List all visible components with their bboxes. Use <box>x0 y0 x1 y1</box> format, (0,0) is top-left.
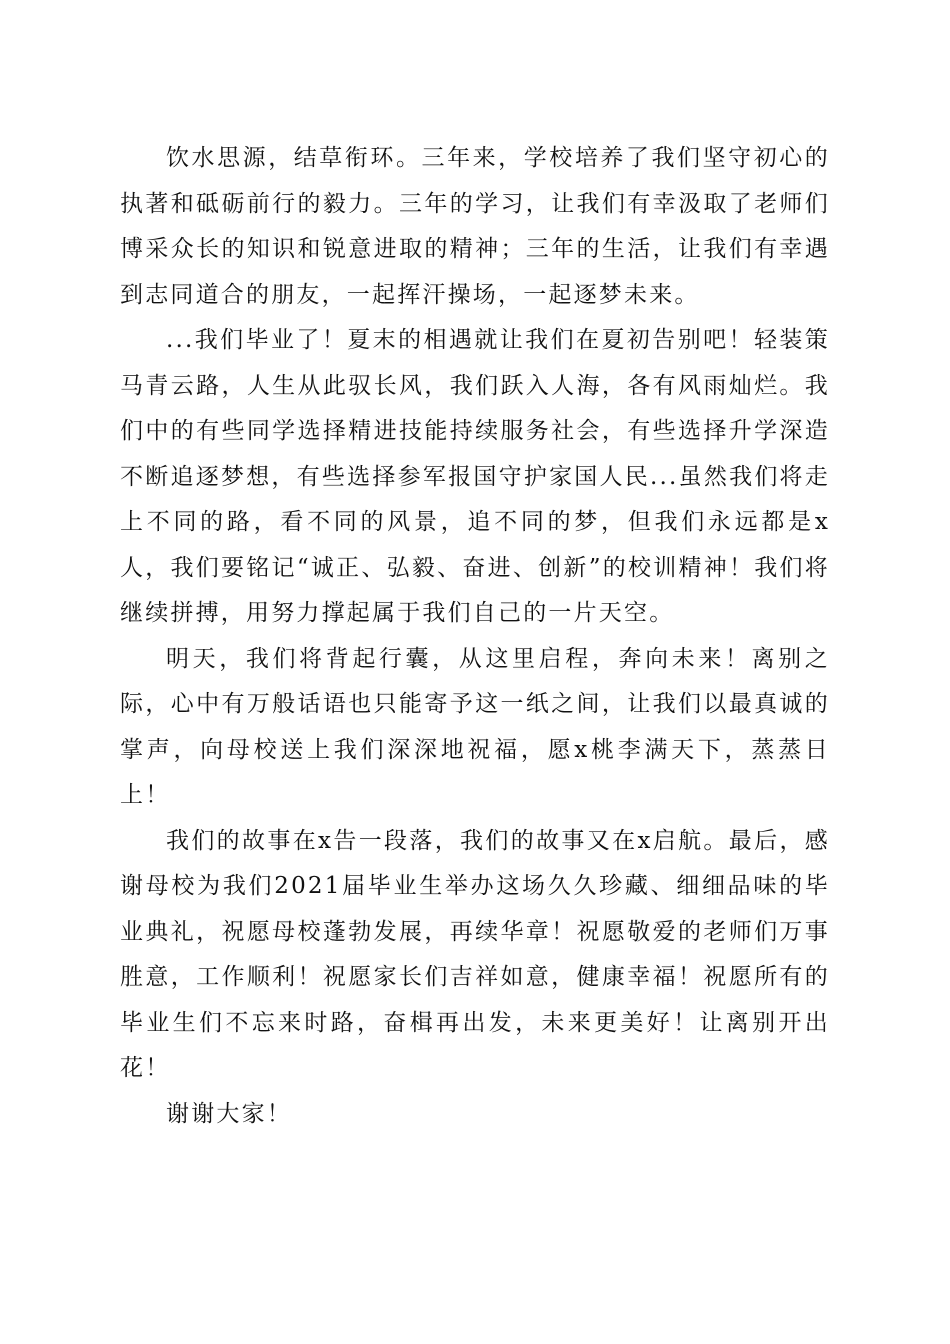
paragraph-3: 明天，我们将背起行囊，从这里启程，奔向未来！离别之际，心中有万般话语也只能寄予这一纸之间，让我们以最真诚的掌声，向母校送上我们深深地祝福，愿x桃李满天下，蒸蒸日上！ <box>120 645 830 808</box>
paragraph-1: 饮水思源，结草衔环。三年来，学校培养了我们坚守初心的执著和砥砺前行的毅力。三年的学习，让我们有幸汲取了老师们博采众长的知识和锐意进取的精神；三年的生活，让我们有幸遇到志同道合的朋友，一起挥汗操场，一起逐梦未来。 <box>120 145 830 308</box>
paragraph-4: 我们的故事在x告一段落，我们的故事又在x启航。最后，感谢母校为我们2021届毕业生举办这场久久珍藏、细细品味的毕业典礼，祝愿母校蓬勃发展，再续华章！祝愿敬爱的老师们万事胜意，工作顺利！祝愿家长们吉祥如意，健康幸福！祝愿所有的毕业生们不忘来时路，奋楫再出发，未来更美好！让离别开出花！ <box>120 827 830 1081</box>
paragraph-2: ...我们毕业了！夏末的相遇就让我们在夏初告别吧！轻装策马青云路，人生从此驭长风，我们跃入人海，各有风雨灿烂。我们中的有些同学选择精进技能持续服务社会，有些选择升学深造不断追逐梦想，有些选择参军报国守护家国人民...虽然我们将走上不同的路，看不同的风景，追不同的梦，但我们永远都是x人，我们要铭记“诚正、弘毅、奋进、创新”的校训精神！我们将继续拼搏，用努力撑起属于我们自己的一片天空。 <box>120 327 830 626</box>
paragraph-5: 谢谢大家！ <box>166 1100 292 1127</box>
body-text <box>120 136 830 1137</box>
